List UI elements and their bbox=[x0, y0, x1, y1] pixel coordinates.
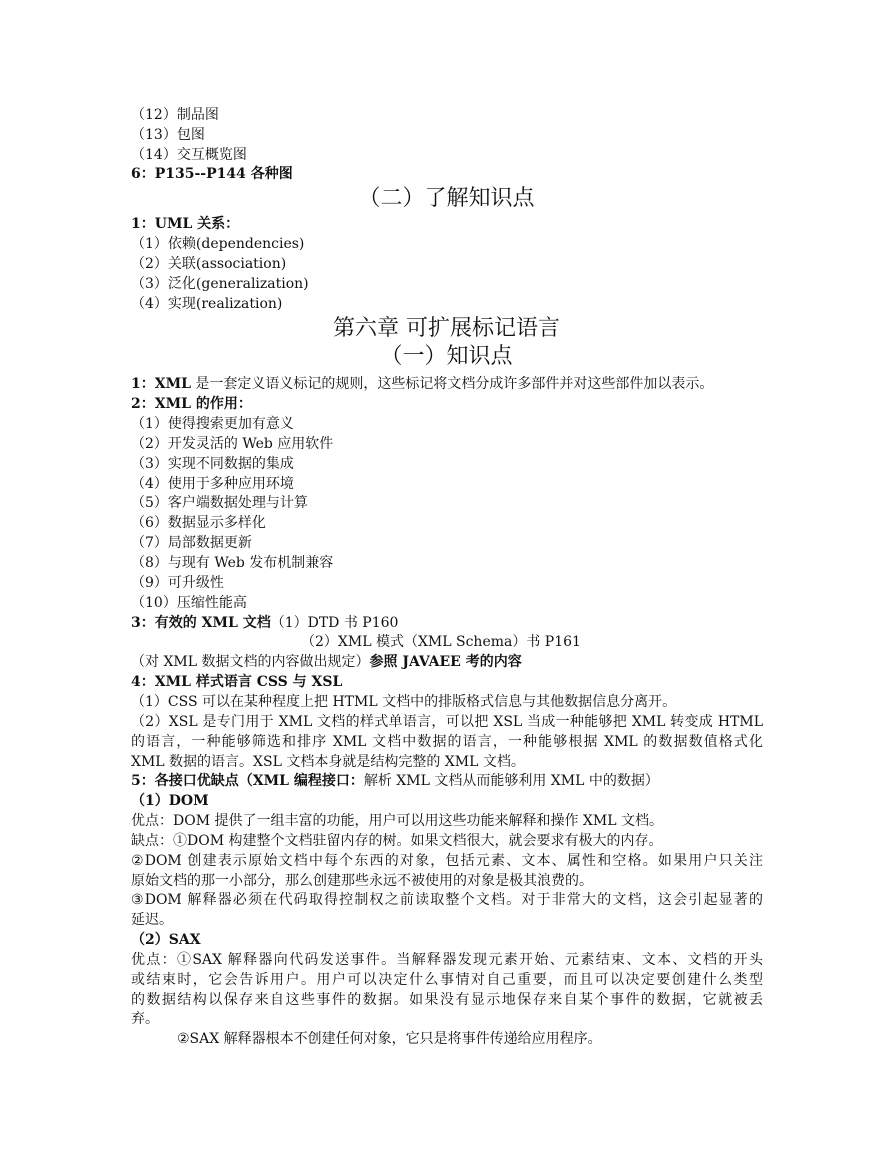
paragraph bbox=[131, 613, 398, 633]
paragraph bbox=[131, 374, 713, 394]
paragraph-line: ②SAX 解释器根本不创建任何对象，它只是将事件传递给应用程序。 bbox=[177, 1031, 602, 1047]
list-item: （1）依赖(dependencies) bbox=[131, 236, 305, 252]
list-item: （2）开发灵活的 Web 应用软件 bbox=[131, 436, 334, 452]
xml4-title: 4：XML 样式语言 CSS 与 XSL bbox=[131, 674, 343, 690]
paragraph-line: ②DOM 创建表示原始文档中每个东西的对象，包括元素、文本、属性和空格。如果用户只关注 bbox=[131, 853, 763, 869]
paragraph-line: 优点：①SAX 解释器向代码发送事件。当解释器发现元素开始、元素结束、文本、文档的开头 bbox=[131, 952, 763, 968]
list-item: （3）实现不同数据的集成 bbox=[131, 456, 294, 472]
list-item: （9）可升级性 bbox=[131, 575, 224, 591]
paragraph-line: 的语言，一种能够筛选和排序 XML 文档中数据的语言，一种能够根据 XML 的数据数值格式化 bbox=[131, 734, 763, 750]
paragraph-line: 优点：DOM 提供了一组丰富的功能，用户可以用这些功能来解释和操作 XML 文档。 bbox=[131, 813, 663, 829]
sax-title: （2）SAX bbox=[131, 932, 201, 948]
section-heading: （二）了解知识点 bbox=[358, 186, 535, 211]
paragraph-line: （2）XSL 是专门用于 XML 文档的样式单语言，可以把 XSL 当成一种能够把 XML 转变成 HTML bbox=[131, 714, 763, 730]
list-item: （6）数据显示多样化 bbox=[131, 515, 266, 531]
list-item: （12）制品图 bbox=[131, 107, 219, 123]
list-item: （7）局部数据更新 bbox=[131, 535, 252, 551]
paragraph-line: 弃。 bbox=[131, 1011, 159, 1027]
list-item: （5）客户端数据处理与计算 bbox=[131, 495, 308, 511]
item-text: 是一套定义语义标记的规则，这些标记将文档分成许多部件并对这些部件加以表示。 bbox=[190, 376, 714, 392]
paragraph-line: XML 数据的语言。XSL 文档本身就是结构完整的 XML 文档。 bbox=[131, 754, 525, 770]
list-item: （14）交互概览图 bbox=[131, 147, 247, 163]
note-emphasis: 参照 JAVAEE 考的内容 bbox=[369, 654, 522, 670]
list-item: （4）实现(realization) bbox=[131, 296, 283, 312]
list-item: （2）XML 模式（XML Schema）书 P161 bbox=[301, 634, 581, 650]
paragraph-line: 或结束时，它会告诉用户。用户可以决定什么事情对自己重要，而且可以决定要创建什么类型 bbox=[131, 972, 763, 988]
item-text: 解析 XML 文档从而能够利用 XML 中的数据） bbox=[363, 773, 659, 789]
list-item: （2）关联(association) bbox=[131, 256, 287, 272]
xml2-title: 2：XML 的作用： bbox=[131, 396, 252, 412]
paragraph bbox=[131, 771, 659, 791]
item-label: 1：XML bbox=[131, 376, 191, 392]
item-label: 3：有效的 XML 文档 bbox=[131, 615, 271, 631]
list-item: （8）与现有 Web 发布机制兼容 bbox=[131, 555, 334, 571]
paragraph-line: 的数据结构以保存来自这些事件的数据。如果没有显示地保存来自某个事件的数据，它就被丢 bbox=[131, 992, 763, 1008]
uml-title: 1：UML 关系： bbox=[131, 216, 240, 232]
note-text: （对 XML 数据文档的内容做出规定） bbox=[131, 654, 370, 670]
dom-title: （1）DOM bbox=[131, 793, 209, 809]
list-item: （4）使用于多种应用环境 bbox=[131, 476, 294, 492]
paragraph-line: 原始文档的那一小部分，那么创建那些永远不被使用的对象是极其浪费的。 bbox=[131, 873, 593, 889]
paragraph-line: 缺点：①DOM 构建整个文档驻留内存的树。如果文档很大，就会要求有极大的内存。 bbox=[131, 833, 663, 849]
list-item: （10）压缩性能高 bbox=[131, 595, 247, 611]
section-item-6: 6：P135--P144 各种图 bbox=[131, 166, 293, 182]
paragraph-line: ③DOM 解释器必须在代码取得控制权之前读取整个文档。对于非常大的文档，这会引起显著的 bbox=[131, 892, 763, 908]
item-label: 5：各接口优缺点（XML 编程接口： bbox=[131, 773, 364, 789]
item-text: （1）DTD 书 P160 bbox=[270, 615, 399, 631]
list-item: （13）包图 bbox=[131, 127, 205, 143]
paragraph-line: （1）CSS 可以在某种程度上把 HTML 文档中的排版格式信息与其他数据信息分离开。 bbox=[131, 694, 677, 710]
paragraph bbox=[131, 652, 522, 672]
list-item: （3）泛化(generalization) bbox=[131, 276, 309, 292]
list-item: （1）使得搜索更加有意义 bbox=[131, 416, 294, 432]
section-heading: （一）知识点 bbox=[380, 344, 513, 369]
paragraph-line: 延迟。 bbox=[131, 912, 173, 928]
chapter-title: 第六章 可扩展标记语言 bbox=[333, 316, 560, 341]
